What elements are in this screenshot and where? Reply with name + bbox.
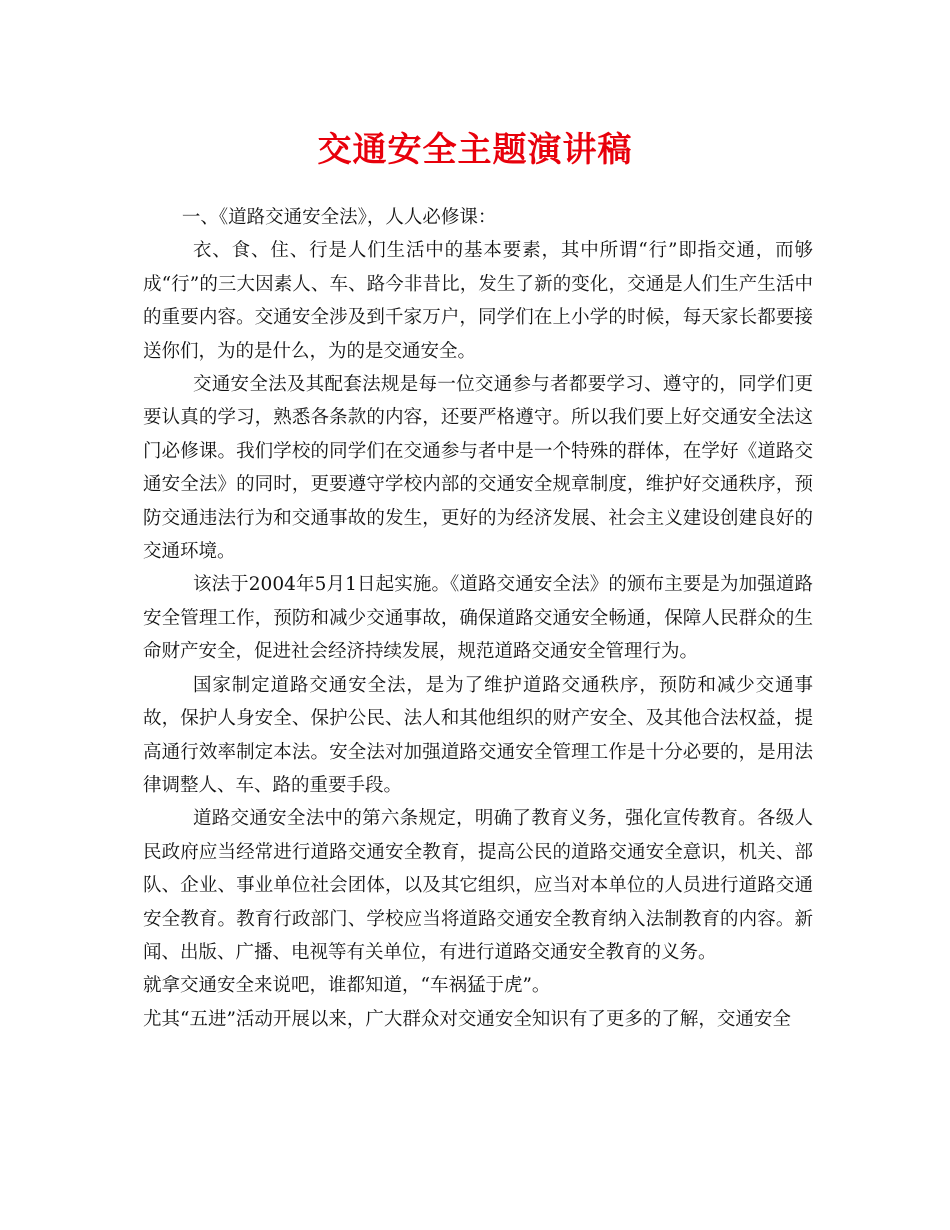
- paragraph-law-effective-date: 该法于2004年5月1日起实施。《道路交通安全法》的颁布主要是为加强道路安全管理工作，预防和减少交通事故，确保道路交通安全畅通，保障人民群众的生命财产安全，促进社会经济持续发展，规范道路交通安全管理行为。: [143, 574, 813, 663]
- section-heading: 一、《道路交通安全法》，人人必修课：: [181, 207, 497, 228]
- plain-line-car-accident: 就拿交通安全来说吧，谁都知道，“车祸猛于虎”。: [143, 975, 551, 997]
- paragraph-law-purpose: 国家制定道路交通安全法，是为了维护道路交通秩序，预防和减少交通事故，保护人身安全、保护公民、法人和其他组织的财产安全、及其他合法权益，提高通行效率制定本法。安全法对加强道路交通安全管理工作是十分必要的，是用法律调整人、车、路的重要手段。: [143, 674, 813, 796]
- paragraph-clothing-food-housing-travel: 衣、食、住、行是人们生活中的基本要素，其中所谓“行”即指交通，而够成“行”的三大因素人、车、路今非昔比，发生了新的变化，交通是人们生产生活中的重要内容。交通安全涉及到千家万户，同学们在上小学的时候，每天家长都要接送你们，为的是什么，为的是交通安全。: [143, 240, 813, 362]
- document-body: [143, 201, 813, 1036]
- document-title: 交通安全主题演讲稿: [317, 130, 633, 170]
- paragraph-traffic-law-study: 交通安全法及其配套法规是每一位交通参与者都要学习、遵守的，同学们更要认真的学习，熟悉各条款的内容，还要严格遵守。所以我们要上好交通安全法这门必修课。我们学校的同学们在交通参与者中是一个特殊的群体，在学好《道路交通安全法》的同时，更要遵守学校内部的交通安全规章制度，维护好交通秩序，预防交通违法行为和交通事故的发生，更好的为经济发展、社会主义建设创建良好的交通环境。: [143, 374, 813, 563]
- plain-line-five-campaign: 尤其“五进”活动开展以来，广大群众对交通安全知识有了更多的了解，交通安全: [143, 1008, 791, 1030]
- paragraph-article-six: 道路交通安全法中的第六条规定，明确了教育义务，强化宣传教育。各级人民政府应当经常进行道路交通安全教育，提高公民的道路交通安全意识，机关、部队、企业、事业单位社会团体，以及其它组织，应当对本单位的人员进行道路交通安全教育。教育行政部门、学校应当将道路交通安全教育纳入法制教育的内容。新闻、出版、广播、电视等有关单位，有进行道路交通安全教育的义务。: [143, 808, 813, 963]
